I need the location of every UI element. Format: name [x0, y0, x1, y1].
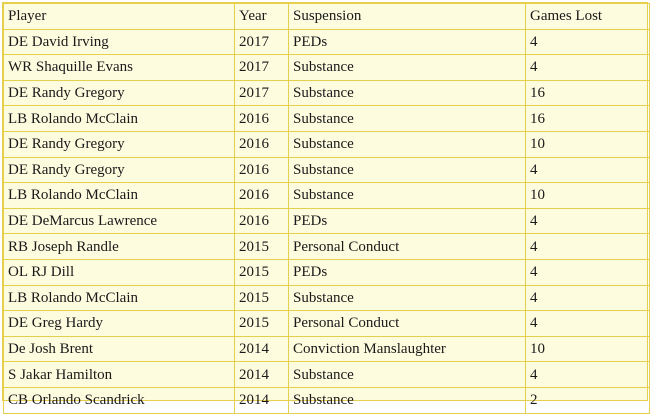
cell-player: DE Randy Gregory: [4, 157, 235, 183]
cell-suspension: Substance: [289, 55, 526, 81]
cell-year: 2016: [235, 208, 289, 234]
cell-games-lost: 10: [526, 131, 650, 157]
cell-suspension: Substance: [289, 285, 526, 311]
table-row: [4, 183, 650, 209]
cell-year: 2015: [235, 311, 289, 337]
cell-games-lost: 4: [526, 285, 650, 311]
table-row: [4, 234, 650, 260]
cell-player: LB Rolando McClain: [4, 285, 235, 311]
header-games-lost: Games Lost: [526, 4, 650, 30]
table-row: [4, 55, 650, 81]
cell-player: DE Randy Gregory: [4, 131, 235, 157]
cell-player: LB Rolando McClain: [4, 183, 235, 209]
cell-games-lost: 4: [526, 362, 650, 388]
table-row: [4, 285, 650, 311]
table-row: [4, 80, 650, 106]
cell-year: 2017: [235, 80, 289, 106]
table-row: [4, 29, 650, 55]
cell-games-lost: 10: [526, 336, 650, 362]
cell-games-lost: 2: [526, 387, 650, 413]
cell-suspension: Substance: [289, 106, 526, 132]
cell-games-lost: 4: [526, 234, 650, 260]
cell-games-lost: 10: [526, 183, 650, 209]
cell-suspension: Substance: [289, 80, 526, 106]
cell-year: 2017: [235, 29, 289, 55]
cell-suspension: Substance: [289, 362, 526, 388]
cell-year: 2016: [235, 157, 289, 183]
table-row: [4, 336, 650, 362]
cell-games-lost: 4: [526, 55, 650, 81]
suspensions-table: [3, 3, 650, 414]
cell-suspension: Substance: [289, 387, 526, 413]
cell-player: RB Joseph Randle: [4, 234, 235, 260]
cell-year: 2014: [235, 362, 289, 388]
cell-suspension: Substance: [289, 157, 526, 183]
cell-games-lost: 4: [526, 208, 650, 234]
cell-year: 2016: [235, 106, 289, 132]
table-row: [4, 157, 650, 183]
cell-games-lost: 4: [526, 311, 650, 337]
cell-player: LB Rolando McClain: [4, 106, 235, 132]
cell-player: WR Shaquille Evans: [4, 55, 235, 81]
suspensions-table-container: [2, 2, 648, 409]
cell-suspension: Personal Conduct: [289, 234, 526, 260]
cell-games-lost: 4: [526, 259, 650, 285]
cell-player: OL RJ Dill: [4, 259, 235, 285]
cell-player: De Josh Brent: [4, 336, 235, 362]
table-row: [4, 259, 650, 285]
header-year: Year: [235, 4, 289, 30]
table-header-row: [4, 4, 650, 30]
cell-player: DE Randy Gregory: [4, 80, 235, 106]
table-row: [4, 362, 650, 388]
table-row: [4, 208, 650, 234]
cell-year: 2014: [235, 387, 289, 413]
cell-year: 2015: [235, 234, 289, 260]
cell-year: 2015: [235, 285, 289, 311]
cell-suspension: Personal Conduct: [289, 311, 526, 337]
cell-year: 2016: [235, 183, 289, 209]
cell-suspension: Substance: [289, 183, 526, 209]
header-suspension: Suspension: [289, 4, 526, 30]
table-row: [4, 387, 650, 413]
cell-year: 2016: [235, 131, 289, 157]
header-player: Player: [4, 4, 235, 30]
table-row: [4, 131, 650, 157]
cell-player: CB Orlando Scandrick: [4, 387, 235, 413]
cell-games-lost: 16: [526, 80, 650, 106]
cell-player: S Jakar Hamilton: [4, 362, 235, 388]
table-row: [4, 106, 650, 132]
cell-year: 2015: [235, 259, 289, 285]
cell-games-lost: 16: [526, 106, 650, 132]
cell-suspension: PEDs: [289, 208, 526, 234]
cell-suspension: PEDs: [289, 259, 526, 285]
cell-year: 2017: [235, 55, 289, 81]
cell-year: 2014: [235, 336, 289, 362]
cell-player: DE DeMarcus Lawrence: [4, 208, 235, 234]
table-row: [4, 311, 650, 337]
cell-games-lost: 4: [526, 157, 650, 183]
cell-player: DE David Irving: [4, 29, 235, 55]
cell-games-lost: 4: [526, 29, 650, 55]
cell-suspension: Conviction Manslaughter: [289, 336, 526, 362]
cell-player: DE Greg Hardy: [4, 311, 235, 337]
cell-suspension: Substance: [289, 131, 526, 157]
cell-suspension: PEDs: [289, 29, 526, 55]
